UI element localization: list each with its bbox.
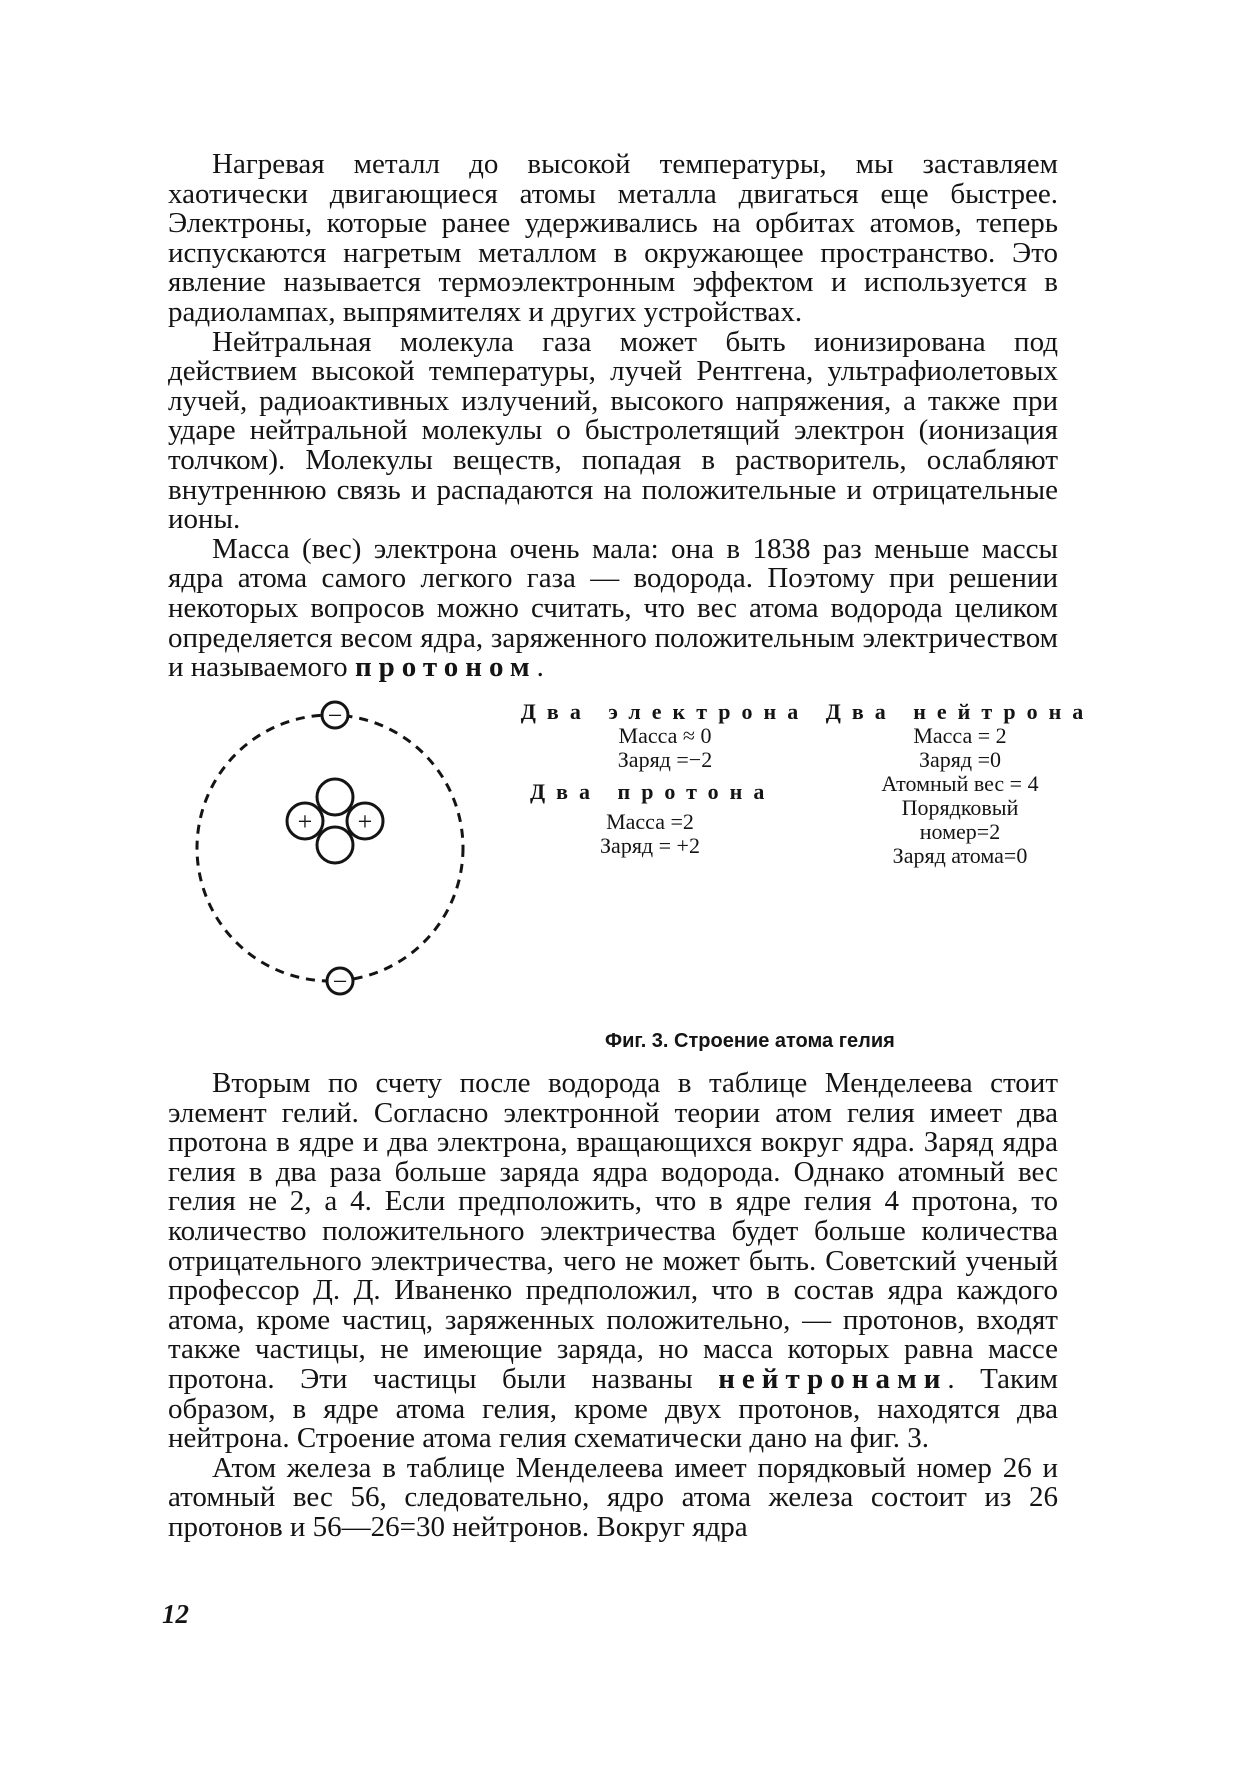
- paragraph-ionization: Нейтральная молекула газа может быть ионизирована под действием высокой температуры, лучей Рентгена, ультрафиолетовых лучей, радиоактивных излучений, высокого напряжения, а также при ударе нейтральной молекулы о быстролетящий электрон (ионизация толчком). Молекулы веществ, попадая в растворитель, ослабляют внутреннюю связь и распадаются на положительные и отрицательные ионы.: [168, 325, 1058, 536]
- figure-helium-atom: [180, 699, 1095, 1080]
- legend-electrons: [520, 700, 810, 772]
- proton-left-sign: +: [297, 807, 313, 836]
- term-neutrons: нейтронами: [718, 1362, 948, 1395]
- legend-ordinal-label: Порядковый: [901, 795, 1019, 820]
- page-number: 12: [162, 1599, 189, 1629]
- text-block-bottom: [168, 1069, 1058, 1543]
- paragraph-helium-end: . Таким образом, в ядре атома гелия, кроме двух протонов, находятся два нейтрона. Строение атома гелия схематически дано на фиг. 3.: [168, 1362, 1058, 1455]
- legend-electrons-title: Два электрона: [520, 699, 810, 724]
- legend-neutrons-title: Два нейтрона: [825, 699, 1095, 724]
- term-proton: протоном: [354, 651, 537, 684]
- text-block-top: [168, 150, 1058, 683]
- neutron-top: [317, 779, 353, 815]
- figure-caption: Фиг. 3. Строение атома гелия: [605, 1030, 895, 1052]
- paragraph-helium: [168, 1069, 1058, 1454]
- legend-protons-charge: Заряд = +2: [600, 833, 700, 858]
- paragraph-thermionic: Нагревая металл до высокой температуры, мы заставляем хаотически двигающиеся атомы металла двигаться еще быстрее. Электроны, которые ранее удерживались на орбитах атомов, теперь испускаются нагретым металлом в окружающее пространство. Это явление называется термоэлектронным эффектом и используется в радиолампах, выпрямителях и других устройствах.: [168, 148, 1058, 328]
- legend-electrons-mass: Масса ≈ 0: [618, 723, 712, 748]
- electron-bottom-sign: −: [332, 967, 348, 996]
- legend-neutrons-mass: Масса = 2: [913, 723, 1007, 748]
- legend-atomic-weight: Атомный вес = 4: [881, 771, 1039, 796]
- neutron-bottom: [317, 827, 353, 863]
- paragraph-electron-mass: [168, 532, 1058, 684]
- electron-top-sign: −: [327, 701, 343, 730]
- legend-neutrons-charge: Заряд =0: [918, 747, 1001, 772]
- legend-protons-mass: Масса =2: [606, 809, 694, 834]
- legend-electrons-charge: Заряд =−2: [617, 747, 713, 772]
- legend-protons: [530, 779, 776, 858]
- paragraph-iron: Атом железа в таблице Менделеева имеет порядковый номер 26 и атомный вес 56, следовательно, ядро атома железа состоит из 26 протонов и 56—26=30 нейтронов. Вокруг ядра: [168, 1451, 1058, 1543]
- paragraph-electron-mass-text: Масса (вес) электрона очень мала: она в 1838 раз меньше массы ядра атома самого легкого газа — водорода. Поэтому при решении некоторых вопросов можно считать, что вес атома водорода целиком определяется весом ядра, заряженного положительным электричеством и называемого: [168, 532, 1058, 684]
- legend-neutrons: [810, 700, 1110, 868]
- helium-atom-diagram: [180, 700, 500, 1030]
- proton-right-sign: +: [357, 807, 373, 836]
- legend-atom-charge: Заряд атома=0: [892, 843, 1028, 868]
- paragraph-helium-text: Вторым по счету после водорода в таблице Менделеева стоит элемент гелий. Согласно электронной теории атом гелия имеет два протона в ядре и два электрона, вращающихся вокруг ядра. Заряд ядра гелия в два раза больше заряда ядра водорода. Однако атомный вес гелия не 2, а 4. Если предположить, что в ядре гелия 4 протона, то количество положительного электричества будет больше количества отрицательного электричества, чего не может быть. Советский ученый профессор Д. Д. Иваненко предположил, что в состав ядра каждого атома, кроме частиц, заряженных положительно, — протонов, входят также частицы, не имеющие заряда, но масса которых равна массе протона. Эти частицы были названы: [168, 1067, 1058, 1395]
- legend-ordinal-value: номер=2: [919, 819, 1001, 844]
- paragraph-electron-mass-end: .: [536, 651, 544, 684]
- legend-protons-title: Два протона: [530, 779, 776, 804]
